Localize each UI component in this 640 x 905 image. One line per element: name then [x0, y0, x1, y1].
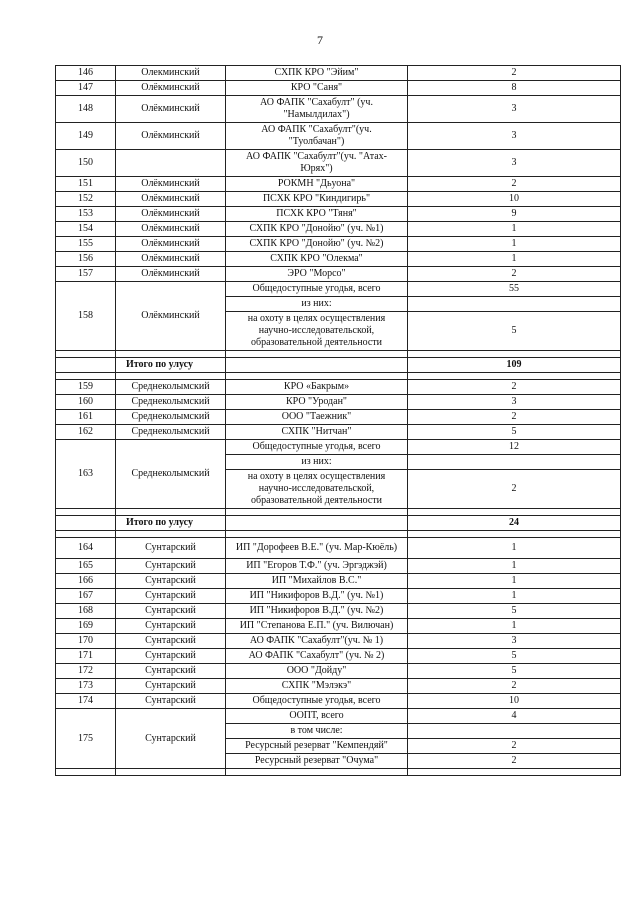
ulus-name: Среднеколымский: [116, 410, 226, 425]
org-name: ИП "Михайлов В.С.": [226, 574, 408, 589]
grounds-count: 10: [408, 192, 621, 207]
table-body: [56, 66, 621, 776]
row-number: 167: [56, 589, 116, 604]
row-number: 146: [56, 66, 116, 81]
grounds-count: [408, 297, 621, 312]
row-number: 169: [56, 619, 116, 634]
org-name: ИП "Дорофеев В.Е." (уч. Мар-Кюёль): [226, 538, 408, 559]
ulus-name: Среднеколымский: [116, 380, 226, 395]
table-row: [56, 604, 621, 619]
org-name: КРО "Уродан": [226, 395, 408, 410]
table-row: [56, 192, 621, 207]
grounds-count: 1: [408, 252, 621, 267]
row-number: 161: [56, 410, 116, 425]
org-name: АО ФАПК "Сахабулт" (уч. № 2): [226, 649, 408, 664]
ulus-name: Сунтарский: [116, 709, 226, 769]
row-number: 154: [56, 222, 116, 237]
row-number: 163: [56, 440, 116, 509]
ulus-name: Олёкминский: [116, 207, 226, 222]
grounds-count: 2: [408, 410, 621, 425]
grounds-count: 1: [408, 619, 621, 634]
org-name: СХПК "Мэлэкэ": [226, 679, 408, 694]
spacer-cell: [56, 769, 116, 776]
spacer-cell: [116, 373, 226, 380]
grounds-count: 55: [408, 282, 621, 297]
table-row: [56, 440, 621, 455]
row-number: 149: [56, 123, 116, 150]
ulus-name: Среднеколымский: [116, 440, 226, 509]
grounds-count: 5: [408, 312, 621, 351]
org-name: ИП "Никифоров В.Д." (уч. №1): [226, 589, 408, 604]
spacer-cell: [56, 531, 116, 538]
grounds-count: 5: [408, 425, 621, 440]
ulus-name: Сунтарский: [116, 574, 226, 589]
ulus-name: Сунтарский: [116, 538, 226, 559]
table-row: [56, 694, 621, 709]
table-row: [56, 237, 621, 252]
grounds-count: 8: [408, 81, 621, 96]
grounds-count: 2: [408, 679, 621, 694]
org-name: из них:: [226, 455, 408, 470]
row-number: 173: [56, 679, 116, 694]
grounds-count: 10: [408, 694, 621, 709]
org-name: СХПК КРО "Эйим": [226, 66, 408, 81]
grounds-count: 5: [408, 664, 621, 679]
row-number: 158: [56, 282, 116, 351]
org-name: ООПТ, всего: [226, 709, 408, 724]
table-row: [56, 123, 621, 150]
ulus-name: Сунтарский: [116, 649, 226, 664]
grounds-count: 1: [408, 559, 621, 574]
grounds-count: 3: [408, 123, 621, 150]
spacer-cell: [408, 509, 621, 516]
org-name: ЭРО "Морсо": [226, 267, 408, 282]
org-name: из них:: [226, 297, 408, 312]
table-row: [56, 649, 621, 664]
table-row: [56, 380, 621, 395]
grounds-count: 1: [408, 538, 621, 559]
ulus-name: Олёкминский: [116, 192, 226, 207]
grounds-count: 2: [408, 380, 621, 395]
page-number: 7: [317, 33, 323, 47]
ulus-name: Олёкминский: [116, 267, 226, 282]
grounds-count: 5: [408, 649, 621, 664]
grounds-count: 2: [408, 470, 621, 509]
row-number: 155: [56, 237, 116, 252]
org-name: СХПК КРО "Донойю" (уч. №2): [226, 237, 408, 252]
row-number: 151: [56, 177, 116, 192]
spacer-cell: [116, 769, 226, 776]
ulus-name: Сунтарский: [116, 619, 226, 634]
grounds-count: 2: [408, 739, 621, 754]
ulus-name: Сунтарский: [116, 664, 226, 679]
org-name: ИП "Егоров Т.Ф." (уч. Эргэджэй): [226, 559, 408, 574]
grounds-count: 3: [408, 96, 621, 123]
ulus-name: Олёкминский: [116, 237, 226, 252]
grounds-count: 12: [408, 440, 621, 455]
grounds-count: [408, 455, 621, 470]
table-row: [56, 574, 621, 589]
row-number: 150: [56, 150, 116, 177]
org-name: АО ФАПК "Сахабулт"(уч. "Атах- Юрях"): [226, 150, 408, 177]
row-number: 175: [56, 709, 116, 769]
org-name: Общедоступные угодья, всего: [226, 440, 408, 455]
row-number: 156: [56, 252, 116, 267]
spacer-row: [56, 531, 621, 538]
table-row: [56, 207, 621, 222]
row-number: 166: [56, 574, 116, 589]
total-value: 109: [408, 358, 621, 373]
table-row: [56, 252, 621, 267]
spacer-row: [56, 769, 621, 776]
grounds-count: 1: [408, 222, 621, 237]
org-name: в том числе:: [226, 724, 408, 739]
org-name: на охоту в целях осуществления научно-исследовательской, образовательной деятельности: [226, 470, 408, 509]
table-row: [56, 709, 621, 724]
ulus-name: Сунтарский: [116, 634, 226, 649]
table-row: [56, 410, 621, 425]
table-row: [56, 589, 621, 604]
total-org-cell: [226, 358, 408, 373]
row-number: 152: [56, 192, 116, 207]
spacer-cell: [226, 769, 408, 776]
table-row: [56, 538, 621, 559]
grounds-count: 1: [408, 574, 621, 589]
spacer-cell: [116, 351, 226, 358]
total-number-cell: [56, 358, 116, 373]
row-number: 172: [56, 664, 116, 679]
org-name: Общедоступные угодья, всего: [226, 694, 408, 709]
row-number: 147: [56, 81, 116, 96]
total-row: [56, 516, 621, 531]
ulus-name: Сунтарский: [116, 679, 226, 694]
spacer-cell: [226, 531, 408, 538]
org-name: СХПК "Нитчан": [226, 425, 408, 440]
ulus-name: Олёкминский: [116, 177, 226, 192]
row-number: 170: [56, 634, 116, 649]
spacer-cell: [56, 351, 116, 358]
ulus-name: Олёкминский: [116, 81, 226, 96]
hunting-grounds-table: [55, 65, 621, 776]
org-name: СХПК КРО "Олекма": [226, 252, 408, 267]
table-row: [56, 267, 621, 282]
spacer-cell: [116, 509, 226, 516]
table-row: [56, 679, 621, 694]
total-org-cell: [226, 516, 408, 531]
table-row: [56, 150, 621, 177]
ulus-name: Олёкминский: [116, 123, 226, 150]
spacer-cell: [408, 351, 621, 358]
row-number: 148: [56, 96, 116, 123]
total-label: Итого по улусу: [116, 358, 226, 373]
ulus-name: Олёкминский: [116, 96, 226, 123]
row-number: 174: [56, 694, 116, 709]
spacer-row: [56, 373, 621, 380]
row-number: 157: [56, 267, 116, 282]
table-row: [56, 96, 621, 123]
spacer-cell: [408, 373, 621, 380]
grounds-count: 9: [408, 207, 621, 222]
org-name: РОКМН "Дьуона": [226, 177, 408, 192]
ulus-name: Олекминский: [116, 66, 226, 81]
org-name: ПСХК КРО "Тяня": [226, 207, 408, 222]
row-number: 153: [56, 207, 116, 222]
org-name: Ресурсный резерват "Кемпендяй": [226, 739, 408, 754]
grounds-count: 2: [408, 177, 621, 192]
grounds-count: 3: [408, 634, 621, 649]
ulus-name: Среднеколымский: [116, 395, 226, 410]
grounds-count: 4: [408, 709, 621, 724]
ulus-name: Сунтарский: [116, 604, 226, 619]
org-name: ИП "Никифоров В.Д." (уч. №2): [226, 604, 408, 619]
ulus-name: [116, 150, 226, 177]
spacer-cell: [56, 509, 116, 516]
org-name: на охоту в целях осуществления научно-исследовательской, образовательной деятельности: [226, 312, 408, 351]
row-number: 162: [56, 425, 116, 440]
row-number: 165: [56, 559, 116, 574]
spacer-cell: [408, 531, 621, 538]
org-name: СХПК КРО "Донойю" (уч. №1): [226, 222, 408, 237]
org-name: АО ФАПК "Сахабулт"(уч. № 1): [226, 634, 408, 649]
ulus-name: Сунтарский: [116, 694, 226, 709]
row-number: 159: [56, 380, 116, 395]
org-name: КРО "Саня": [226, 81, 408, 96]
grounds-count: 2: [408, 66, 621, 81]
table-row: [56, 222, 621, 237]
org-name: ООО "Таежник": [226, 410, 408, 425]
row-number: 171: [56, 649, 116, 664]
table-row: [56, 619, 621, 634]
org-name: ИП "Степанова Е.П." (уч. Вилючан): [226, 619, 408, 634]
row-number: 160: [56, 395, 116, 410]
table-row: [56, 559, 621, 574]
spacer-cell: [226, 373, 408, 380]
org-name: Общедоступные угодья, всего: [226, 282, 408, 297]
spacer-cell: [56, 373, 116, 380]
org-name: КРО «Бакрым»: [226, 380, 408, 395]
org-name: ПСХК КРО "Киндигирь": [226, 192, 408, 207]
table-row: [56, 634, 621, 649]
ulus-name: Олёкминский: [116, 252, 226, 267]
table-row: [56, 66, 621, 81]
table-row: [56, 81, 621, 96]
total-label: Итого по улусу: [116, 516, 226, 531]
spacer-cell: [226, 351, 408, 358]
ulus-name: Сунтарский: [116, 559, 226, 574]
grounds-count: 3: [408, 150, 621, 177]
grounds-count: 5: [408, 604, 621, 619]
ulus-name: Олёкминский: [116, 222, 226, 237]
org-name: ООО "Дойду": [226, 664, 408, 679]
ulus-name: Сунтарский: [116, 589, 226, 604]
spacer-cell: [408, 769, 621, 776]
grounds-count: 2: [408, 754, 621, 769]
spacer-cell: [116, 531, 226, 538]
org-name: АО ФАПК "Сахабулт" (уч. "Намылдилах"): [226, 96, 408, 123]
spacer-cell: [226, 509, 408, 516]
spacer-row: [56, 509, 621, 516]
org-name: АО ФАПК "Сахабулт"(уч. "Туолбачан"): [226, 123, 408, 150]
table-row: [56, 177, 621, 192]
table-row: [56, 664, 621, 679]
total-value: 24: [408, 516, 621, 531]
spacer-row: [56, 351, 621, 358]
table-row: [56, 395, 621, 410]
grounds-count: 3: [408, 395, 621, 410]
grounds-count: [408, 724, 621, 739]
row-number: 164: [56, 538, 116, 559]
table-row: [56, 282, 621, 297]
row-number: 168: [56, 604, 116, 619]
total-row: [56, 358, 621, 373]
total-number-cell: [56, 516, 116, 531]
ulus-name: Олёкминский: [116, 282, 226, 351]
grounds-count: 2: [408, 267, 621, 282]
grounds-count: 1: [408, 237, 621, 252]
ulus-name: Среднеколымский: [116, 425, 226, 440]
grounds-count: 1: [408, 589, 621, 604]
table-row: [56, 425, 621, 440]
org-name: Ресурсный резерват "Очума": [226, 754, 408, 769]
